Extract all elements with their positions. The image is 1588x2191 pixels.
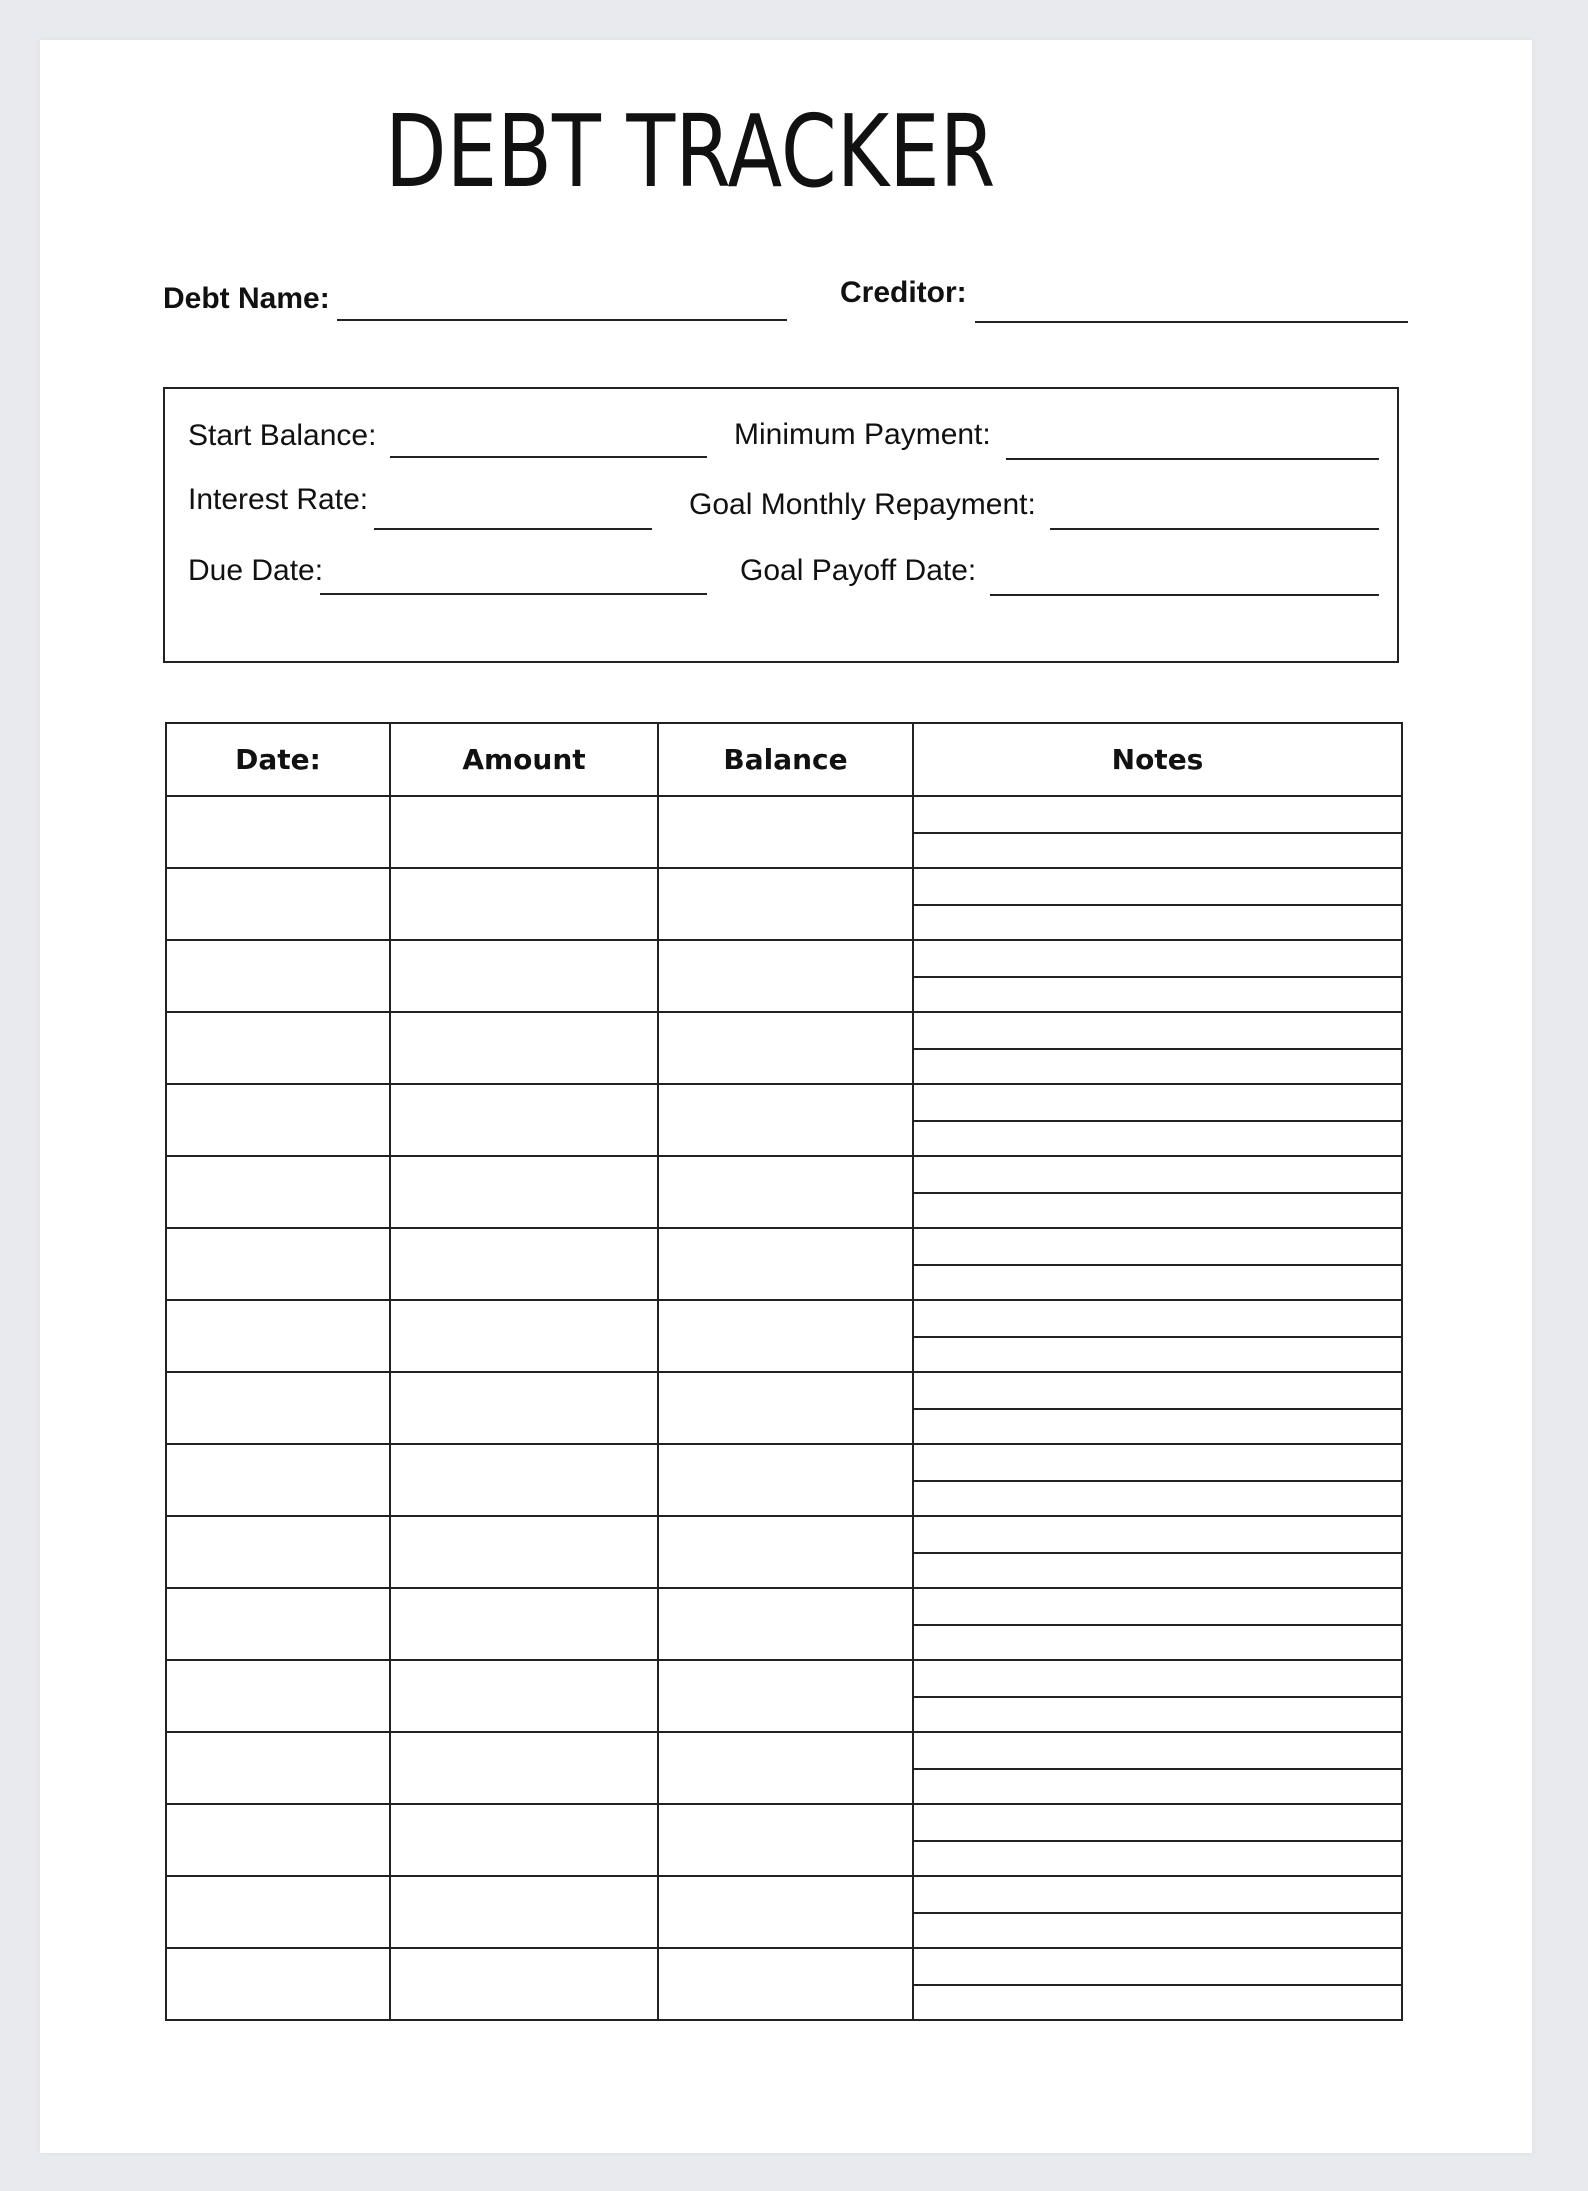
notes-cell[interactable] [913,1300,1402,1372]
date-cell[interactable] [166,1444,390,1516]
balance-cell[interactable] [658,1516,913,1588]
table-row [166,1948,1402,2020]
amount-cell[interactable] [390,1012,658,1084]
goal-payoff-date-field[interactable] [990,594,1379,596]
due-date-field[interactable] [320,593,707,595]
date-cell[interactable] [166,1084,390,1156]
date-cell[interactable] [166,1660,390,1732]
tracker-page [40,40,1532,2153]
minimum-payment-label: Minimum Payment: [734,418,991,451]
balance-cell[interactable] [658,1660,913,1732]
balance-cell[interactable] [658,1732,913,1804]
notes-line [914,1264,1401,1266]
notes-line [914,1336,1401,1338]
notes-cell[interactable] [913,1228,1402,1300]
table-row [166,1876,1402,1948]
balance-cell[interactable] [658,868,913,940]
amount-cell[interactable] [390,1876,658,1948]
amount-cell[interactable] [390,1300,658,1372]
amount-cell[interactable] [390,1588,658,1660]
amount-cell[interactable] [390,1732,658,1804]
date-cell[interactable] [166,1876,390,1948]
notes-cell[interactable] [913,1444,1402,1516]
notes-cell[interactable] [913,1516,1402,1588]
balance-cell[interactable] [658,1948,913,2020]
table-row [166,1300,1402,1372]
notes-cell[interactable] [913,940,1402,1012]
notes-line [914,1120,1401,1122]
start-balance-field[interactable] [390,456,707,458]
table-row [166,1732,1402,1804]
balance-cell[interactable] [658,1804,913,1876]
notes-line [914,1840,1401,1842]
notes-line [914,1624,1401,1626]
table-row [166,796,1402,868]
balance-cell[interactable] [658,1444,913,1516]
table-header-row [166,723,1402,796]
notes-line [914,1408,1401,1410]
payment-table [165,722,1403,2021]
notes-cell[interactable] [913,1012,1402,1084]
table-row [166,868,1402,940]
balance-cell[interactable] [658,1300,913,1372]
column-header-notes: Notes [913,723,1402,796]
notes-line [914,976,1401,978]
amount-cell[interactable] [390,1372,658,1444]
notes-line [914,904,1401,906]
date-cell[interactable] [166,940,390,1012]
amount-cell[interactable] [390,868,658,940]
table-row [166,1588,1402,1660]
balance-cell[interactable] [658,1084,913,1156]
start-balance-label: Start Balance: [188,419,377,452]
table-row [166,940,1402,1012]
notes-cell[interactable] [913,1084,1402,1156]
amount-cell[interactable] [390,1516,658,1588]
notes-cell[interactable] [913,1948,1402,2020]
amount-cell[interactable] [390,940,658,1012]
amount-cell[interactable] [390,1156,658,1228]
amount-cell[interactable] [390,1804,658,1876]
notes-cell[interactable] [913,1660,1402,1732]
table-row [166,1516,1402,1588]
debt-name-field[interactable] [337,319,787,321]
table-row [166,1084,1402,1156]
amount-cell[interactable] [390,1660,658,1732]
balance-cell[interactable] [658,796,913,868]
table-row [166,1804,1402,1876]
notes-cell[interactable] [913,1804,1402,1876]
date-cell[interactable] [166,1372,390,1444]
column-header-amount: Amount [390,723,658,796]
amount-cell[interactable] [390,1444,658,1516]
date-cell[interactable] [166,1804,390,1876]
notes-line [914,1912,1401,1914]
table-row [166,1156,1402,1228]
notes-cell[interactable] [913,1732,1402,1804]
balance-cell[interactable] [658,1588,913,1660]
table-row [166,1444,1402,1516]
balance-cell[interactable] [658,1228,913,1300]
balance-cell[interactable] [658,1012,913,1084]
balance-cell[interactable] [658,1156,913,1228]
date-cell[interactable] [166,868,390,940]
amount-cell[interactable] [390,1228,658,1300]
notes-line [914,1192,1401,1194]
interest-rate-field[interactable] [374,528,652,530]
notes-line [914,1552,1401,1554]
date-cell[interactable] [166,1948,390,2020]
amount-cell[interactable] [390,1084,658,1156]
notes-cell[interactable] [913,1372,1402,1444]
balance-cell[interactable] [658,1372,913,1444]
table-row [166,1012,1402,1084]
notes-line [914,1480,1401,1482]
notes-line [914,1768,1401,1770]
date-cell[interactable] [166,1588,390,1660]
interest-rate-label: Interest Rate: [188,483,369,516]
notes-cell[interactable] [913,868,1402,940]
notes-line [914,832,1401,834]
date-cell[interactable] [166,1012,390,1084]
goal-monthly-repayment-label: Goal Monthly Repayment: [689,488,1036,521]
notes-cell[interactable] [913,1156,1402,1228]
amount-cell[interactable] [390,796,658,868]
table-row [166,1372,1402,1444]
date-cell[interactable] [166,1732,390,1804]
notes-line [914,1984,1401,1986]
page-title: DEBT TRACKER [385,93,996,210]
goal-payoff-date-label: Goal Payoff Date: [740,554,977,587]
notes-cell[interactable] [913,796,1402,868]
date-cell[interactable] [166,1156,390,1228]
date-cell[interactable] [166,796,390,868]
creditor-field[interactable] [975,321,1408,323]
date-cell[interactable] [166,1228,390,1300]
notes-line [914,1696,1401,1698]
date-cell[interactable] [166,1300,390,1372]
minimum-payment-field[interactable] [1006,458,1379,460]
notes-cell[interactable] [913,1588,1402,1660]
table-row [166,1660,1402,1732]
notes-line [914,1048,1401,1050]
amount-cell[interactable] [390,1948,658,2020]
balance-cell[interactable] [658,940,913,1012]
date-cell[interactable] [166,1516,390,1588]
column-header-balance: Balance [658,723,913,796]
table-row [166,1228,1402,1300]
creditor-label: Creditor: [840,276,967,309]
due-date-label: Due Date: [188,554,324,587]
notes-cell[interactable] [913,1876,1402,1948]
debt-name-label: Debt Name: [163,282,330,315]
balance-cell[interactable] [658,1876,913,1948]
column-header-date: Date: [166,723,390,796]
goal-monthly-repayment-field[interactable] [1050,528,1379,530]
